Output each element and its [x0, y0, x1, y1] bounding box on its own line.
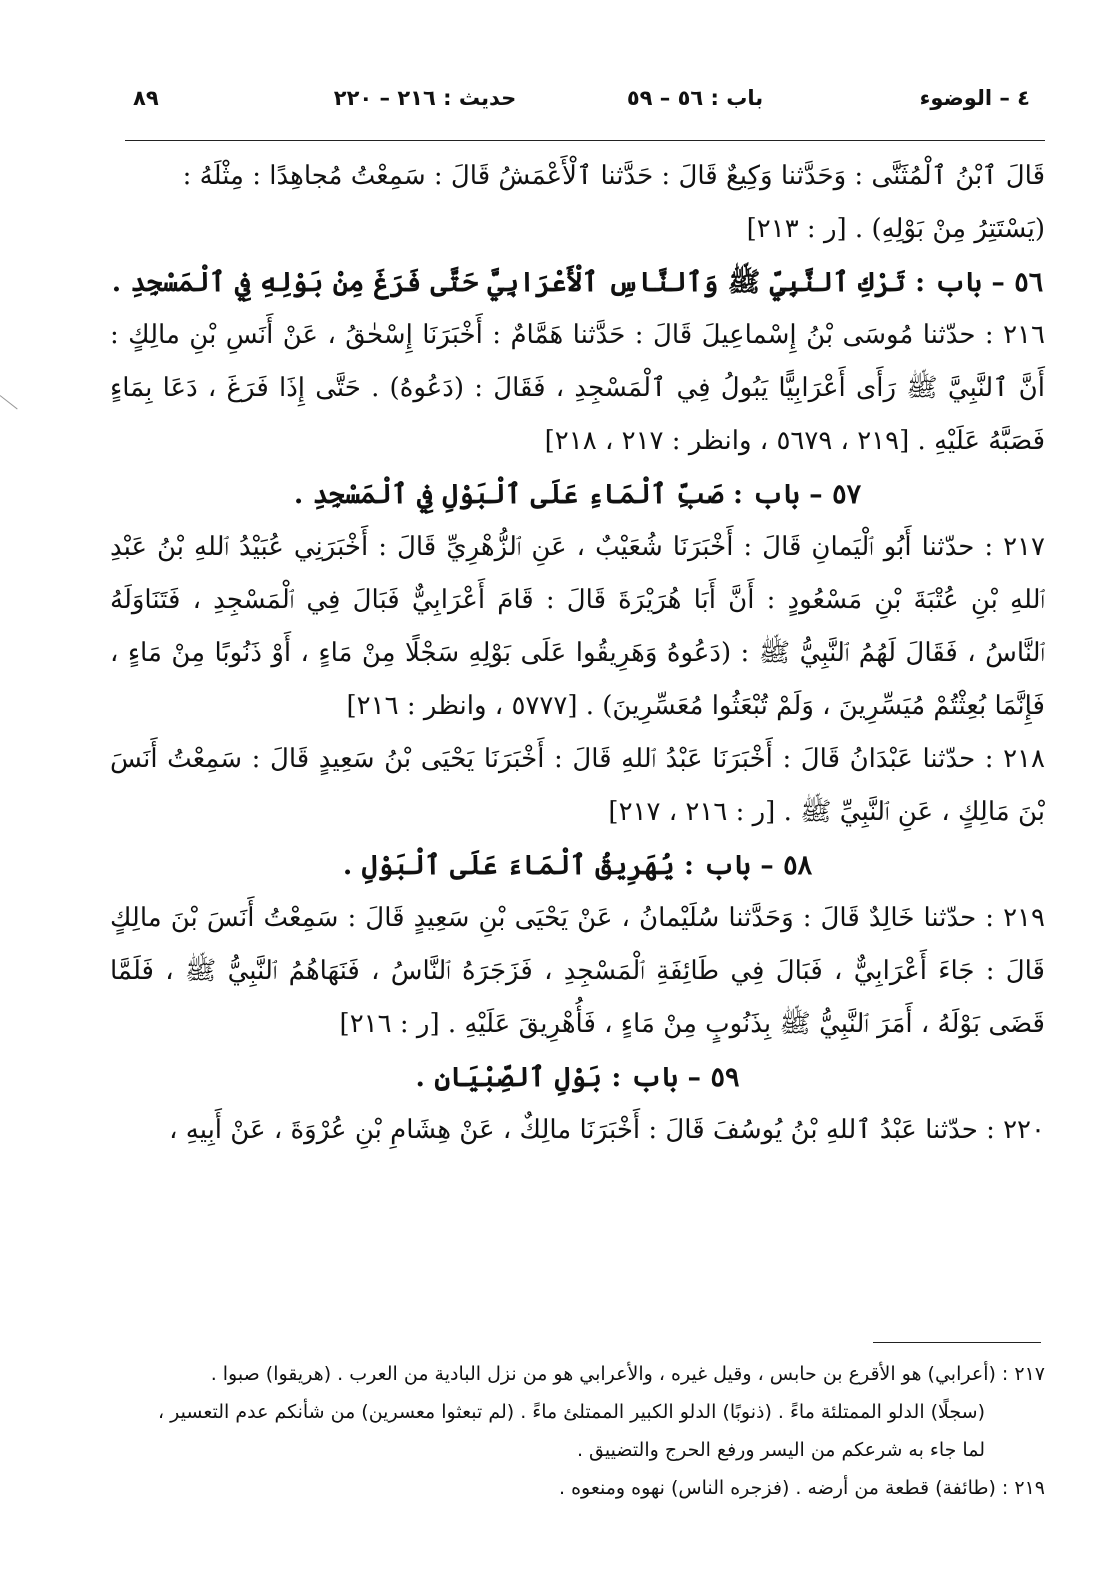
- main-text: [110, 150, 1045, 1157]
- hadith-220: ٢٢٠ : حدّثنا عَبْدُ ٱللهِ بْنُ يُوسُفَ قَالَ : أَخْبَرَنَا مالِكٌ ، عَنْ هِشَامِ بْنِ عُرْوَةَ ، عَنْ أَبِيهِ ،: [169, 1115, 1045, 1145]
- footnote-217-cont: لما جاء به شرعكم من اليسر ورفع الحرج والتضييق .: [576, 1439, 985, 1461]
- text-line: (يَسْتَتِرُ مِنْ بَوْلِهِ) . [ر : ٢١٣]: [746, 214, 1045, 244]
- footnote-rule: [873, 1342, 1041, 1343]
- hadith-219: ٢١٩ : حدّثنا خَالِدٌ قَالَ : وَحَدَّثنا سُلَيْمانُ ، عَنْ يَحْيَى بْنِ سَعِيدٍ قَالَ : سَمِعْتُ أَنَسَ بْنَ مالِكٍ قَالَ : جَاءَ أَعْرَابِيٌّ ، فَبَالَ فِي طَائِفَةِ ٱلْمَسْجِدِ ، فَزَجَرَهُ ٱلنَّاسُ ، فَنَهَاهُمُ ٱلنَّبِيُّ ﷺ ، فَلَمَّا قَضَى بَوْلَهُ ، أَمَرَ ٱلنَّبِيُّ ﷺ بِذَنُوبٍ مِنْ مَاءٍ ، فَأُهْرِيقَ عَلَيْهِ . [ر : ٢١٦]: [110, 903, 1045, 1039]
- chapter-heading-58: ٥٨ – باب : يُهَرِيقُ ٱلْمَاءَ عَلَى ٱلْبَوْلِ .: [342, 850, 813, 881]
- text-line: قَالَ ٱبْنُ ٱلْمُثَنَّى : وَحَدَّثنا وَكِيعٌ قَالَ : حَدَّثنا ٱلْأَعْمَشُ قَالَ : سَمِعْتُ مُجاهِدًا : مِثْلَهُ :: [182, 161, 1045, 191]
- footnote-219: ٢١٩ : (طائفة) قطعة من أرضه . (فزجره الناس) نهوه ومنعوه .: [559, 1477, 1045, 1499]
- margin-pencil-mark: [0, 395, 18, 409]
- book-title: ٤ – الوضوء: [919, 86, 1030, 110]
- footnotes: [110, 1355, 1045, 1507]
- chapter-heading-59: ٥٩ – باب : بَوْلِ ٱلصِّبْيَانِ .: [415, 1062, 740, 1093]
- footnote-217: ٢١٧ : (أعرابي) هو الأقرع بن حابس ، وقيل غيره ، والأعرابي هو من نزل البادية من العرب . (هريقوا) صبوا .: [210, 1363, 1045, 1385]
- hadith-216: ٢١٦ : حدّثنا مُوسَى بْنُ إِسْماعِيلَ قَالَ : حَدَّثنا هَمَّامٌ : أَخْبَرَنَا إِسْحٰقُ ، عَنْ أَنَسِ بْنِ مالِكٍ : أَنَّ ٱلنَّبِيَّ ﷺ رَأَى أَعْرَابِيًّا يَبُولُ فِي ٱلْمَسْجِدِ ، فَقَالَ : (دَعُوهُ) . حَتَّى إِذَا فَرَغَ ، دَعَا بِمَاءٍ فَصَبَّهُ عَلَيْهِ . [٢١٩ ، ٥٦٧٩ ، وانظر : ٢١٧ ، ٢١٨]: [110, 320, 1045, 456]
- hadith-217: ٢١٧ : حدّثنا أَبُو ٱلْيَمانِ قَالَ : أَخْبَرَنَا شُعَيْبٌ ، عَنِ ٱلزُّهْرِيِّ قَالَ : أَخْبَرَنِي عُبَيْدُ ٱللهِ بْنُ عَبْدِ ٱللهِ بْنِ عُتْبَةَ بْنِ مَسْعُودٍ : أَنَّ أَبَا هُرَيْرَةَ قَالَ : قَامَ أَعْرَابِيٌّ فَبَالَ فِي ٱلْمَسْجِدِ ، فَتَنَاوَلَهُ ٱلنَّاسُ ، فَقَالَ لَهُمُ ٱلنَّبِيُّ ﷺ : (دَعُوهُ وَهَرِيقُوا عَلَى بَوْلِهِ سَجْلًا مِنْ مَاءٍ ، أَوْ ذَنُوبًا مِنْ مَاءٍ ، فَإِنَّمَا بُعِثْتُمْ مُيَسِّرِينَ ، وَلَمْ تُبْعَثُوا مُعَسِّرِينَ) . [٥٧٧٧ ، وانظر : ٢١٦]: [110, 532, 1045, 721]
- chapter-heading-57: ٥٧ – باب : صَبِّ ٱلْمَاءِ عَلَى ٱلْبَوْلِ فِي ٱلْمَسْجِدِ .: [293, 479, 862, 510]
- header-rule: [125, 140, 1045, 141]
- footnote-217-cont: (سجلًا) الدلو الممتلئة ماءً . (ذنوبًا) الدلو الكبير الممتلئ ماءً . (لم تبعثوا معسرين) من شأنكم عدم التعسير ،: [157, 1401, 985, 1423]
- page-number: ٨٩: [133, 86, 159, 110]
- running-header: [125, 82, 1040, 116]
- hadith-218: ٢١٨ : حدّثنا عَبْدَانُ قَالَ : أَخْبَرَنَا عَبْدُ ٱللهِ قَالَ : أَخْبَرَنَا يَحْيَى بْنُ سَعِيدٍ قَالَ : سَمِعْتُ أَنَسَ بْنَ مَالِكٍ ، عَنِ ٱلنَّبِيِّ ﷺ . [ر : ٢١٦ ، ٢١٧]: [110, 744, 1045, 827]
- bab-range: باب : ٥٦ – ٥٩: [626, 86, 764, 110]
- chapter-heading-56: ٥٦ – باب : تَرْكِ ٱلنَّبِيِّ ﷺ وَٱلنَّاسِ ٱلْأَعْرَابِيَّ حَتَّى فَرَغَ مِنْ بَوْلِهِ فِي ٱلْمَسْجِدِ .: [111, 267, 1044, 298]
- hadith-range: حديث : ٢١٦ – ٢٢٠: [333, 86, 517, 110]
